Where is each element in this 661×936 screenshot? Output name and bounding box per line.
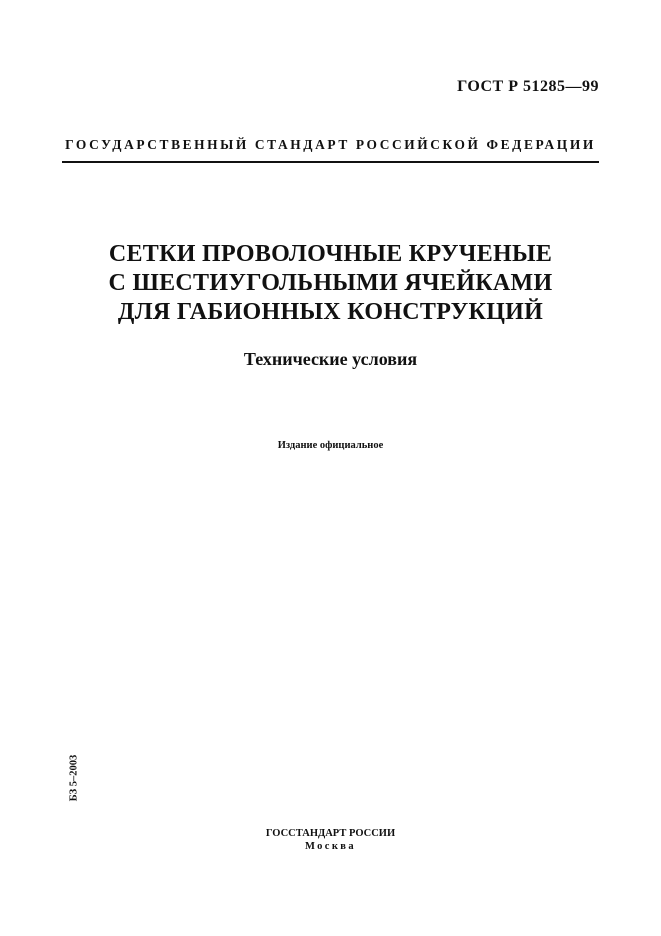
- title-line-2: С ШЕСТИУГОЛЬНЫМИ ЯЧЕЙКАМИ: [108, 270, 553, 296]
- document-subtitle: Технические условия: [243, 349, 418, 369]
- title-line-3: ДЛЯ ГАБИОННЫХ КОНСТРУКЦИЙ: [117, 299, 544, 325]
- document-number: ГОСТ Р 51285—99: [457, 78, 599, 95]
- edition-label: Издание официальное: [277, 440, 384, 451]
- side-code: БЗ 5–2003: [68, 754, 80, 802]
- publisher-city: Москва: [304, 841, 357, 852]
- title-line-1: СЕТКИ ПРОВОЛОЧНЫЕ КРУЧЕНЫЕ: [108, 241, 553, 267]
- document-title: [40, 240, 621, 327]
- header-divider: [62, 161, 599, 163]
- state-standard-heading: ГОСУДАРСТВЕННЫЙ СТАНДАРТ РОССИЙСКОЙ ФЕДЕРАЦИИ: [65, 137, 596, 152]
- publisher-name: ГОССТАНДАРТ РОССИИ: [265, 828, 396, 839]
